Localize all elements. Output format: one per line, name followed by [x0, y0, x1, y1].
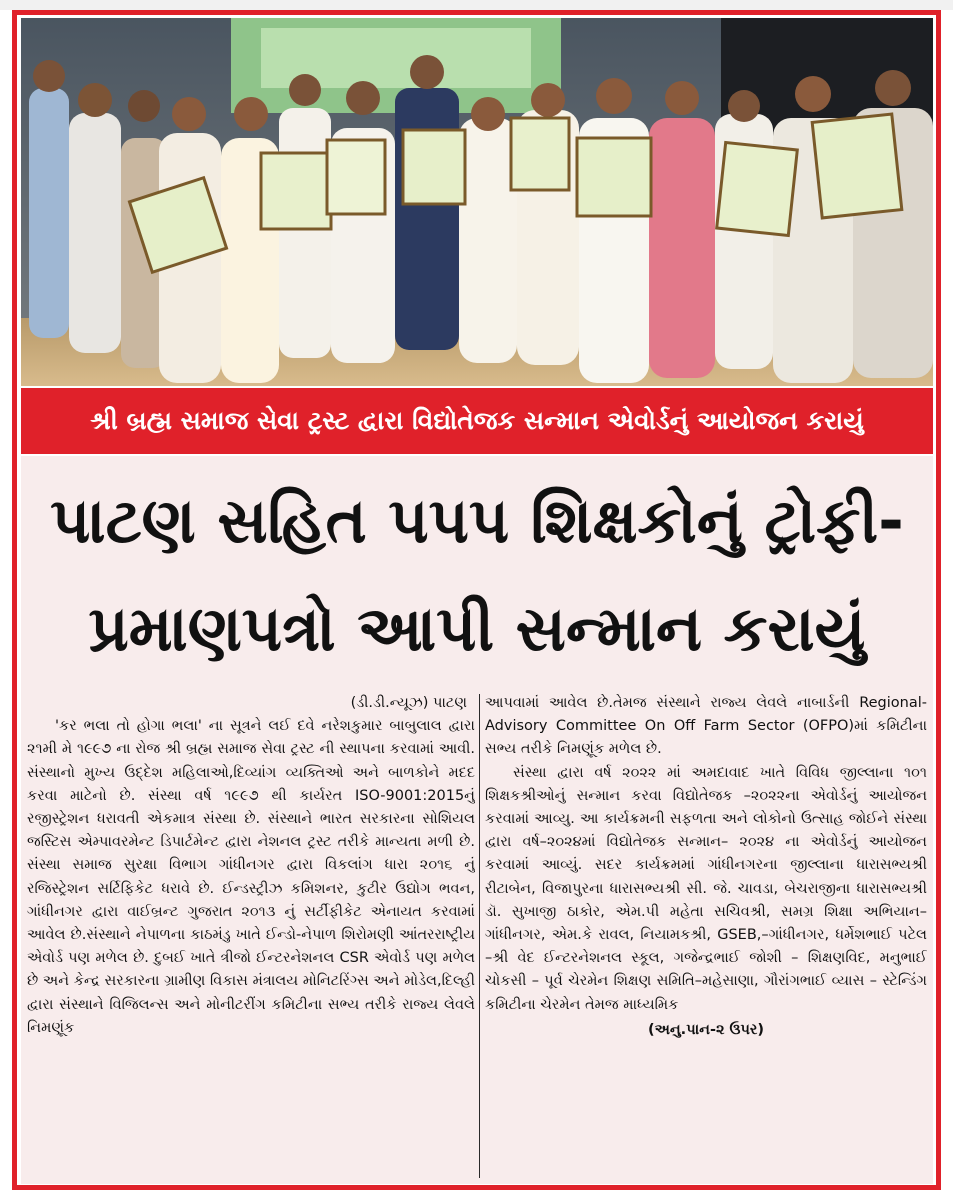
ceremony-photo-illustration [21, 18, 933, 386]
dateline: (ડી.ડી.ન્યૂઝ) પાટણ [350, 695, 467, 711]
article-headline [21, 456, 933, 688]
top-edge [0, 0, 953, 10]
article-column-right [485, 692, 927, 1180]
article-subheadline: શ્રી બ્રહ્મ સમાજ સેવા ટ્રસ્ટ દ્વારા વિદ્યોતેજક સન્માન એવોર્ડનું આયોજન કરાયું [21, 388, 933, 454]
article-column-left [27, 692, 475, 1180]
paragraph: આપવામાં આવેલ છે.તેમજ સંસ્થાને રાજ્ય લેવલે નાબાર્ડની Regional- Advisory Committee On Off Farm Sector (OFPO)માં કમિટીના સભ્ય તરીકે નિમણૂંક મળેલ છે. [485, 695, 927, 758]
article-body [21, 688, 933, 1184]
headline-line-2: પ્રમાણપત્રો આપી સન્માન કરાયું [88, 592, 866, 665]
ceremony-photo [21, 18, 933, 389]
continued-note: (અનુ.પાન-૨ ઉપર) [647, 1021, 765, 1038]
paragraph: 'કર ભલા તો હોગા ભલા' ના સૂત્રને લઈ દવે નરેશકુમાર બાબુલાલ દ્વારા ૨૧મી મે ૧૯૯૭ ના રોજ શ્રી બ્રહ્મ સમાજ સેવા ટ્રસ્ટ ની સ્થાપના કરવામાં આવી. સંસ્થાનો મુખ્ય ઉદ્દેશ મહિલાઓ,દિવ્યાંગ વ્યક્તિઓ અને બાળકોને મદદ કરવા માટેનો છે. સંસ્થા વર્ષ ૧૯૯૭ થી કાર્યરત ISO-9001:2015નું રજીસ્ટ્રેશન ધરાવતી એકમાત્ર સંસ્થા છે. સંસ્થાને ભારત સરકારના સોશિયલ જસ્ટિસ એમ્પાવરમેન્ટ ડિપાર્ટમેન્ટ દ્વારા નેશનલ ટ્રસ્ટ તરીકે માન્યતા મળી છે. સંસ્થા સમાજ સુરક્ષા વિભાગ ગાંધીનગર દ્વારા વિકલાંગ ધારા ૨૦૧૬ નું રજિસ્ટ્રેશન સર્ટિફિકેટ ધરાવે છે. ઈન્ડસ્ટ્રીઝ કમિશનર, કુટીર ઉદ્યોગ ભવન, ગાંધીનગર દ્વારા વાઈબ્રન્ટ ગુજરાત ૨૦૧૩ નું સર્ટીફીકેટ એનાયત કરવામાં આવેલ છે.સંસ્થાને નેપાળના કાઠમંડુ ખાતે ઈન્ડો-નેપાળ શિરોમણી આંતરરાષ્ટ્રીય એવોર્ડ પણ મળેલ છે. દુબઈ ખાતે ત્રીજો ઈન્ટરનેશનલ CSR એવોર્ડ પણ મળેલ છે અને કેન્દ્ર સરકારના ગ્રામીણ વિકાસ મંત્રાલય મોનિટરિંગ્સ અને મોડેલ,દિલ્હી દ્વારા સંસ્થાને વિજિલન્સ અને મોનીટરીંગ કમિટીના સભ્ય તરીકે રાજ્ય લેવલે નિમણૂંક [27, 718, 475, 1036]
paragraph: સંસ્થા દ્વારા વર્ષ ૨૦૨૨ માં અમદાવાદ ખાતે વિવિધ જીલ્લાના ૧૦૧ શિક્ષકશ્રીઓનું સન્માન કરવા વિદ્યોતેજક –૨૦૨૨ના એવોર્ડનું આયોજન કરવામાં આવ્યુ. આ કાર્યક્રમની સફળતા અને લોકોનો ઉત્સાહ જોઈને સંસ્થા દ્વારા વર્ષ–૨૦૨૪માં વિદ્યોતેજક સન્માન– ૨૦૨૪ ના એવોર્ડનું આયોજન કરવામાં આવ્યું. સદર કાર્યક્રમમાં ગાંધીનગરના જીલ્લાના ધારાસભ્યશ્રી રીટાબેન, વિજાપુરના ધારાસભ્યશ્રી સી. જે. ચાવડા, બેચરાજીના ધારાસભ્યશ્રી ડૉ. સુખાજી ઠાકોર, એમ.પી મહેતા સચિવશ્રી, સમગ્ર શિક્ષા અભિયાન–ગાંધીનગર, એમ.કે રાવલ, નિયામકશ્રી, GSEB,–ગાંધીનગર, ધર્મેશભાઈ પટેલ –શ્રી વેદ ઈન્ટરનેશનલ સ્કૂલ, ગજેન્દ્રભાઈ જોશી – શિક્ષણવિદ, મનુભાઈ ચોકસી – પૂર્વ ચેરમેન શિક્ષણ સમિતિ–મહેસાણા, ગૌરાંગભાઈ વ્યાસ – સ્ટેન્ડિંગ કમિટીના ચેરમેન તેમજ માધ્યમિક [485, 764, 927, 1013]
headline-line-1: પાટણ સહિત પપપ શિક્ષકોનું ટ્રોફી- [50, 484, 904, 557]
column-divider [479, 694, 480, 1178]
